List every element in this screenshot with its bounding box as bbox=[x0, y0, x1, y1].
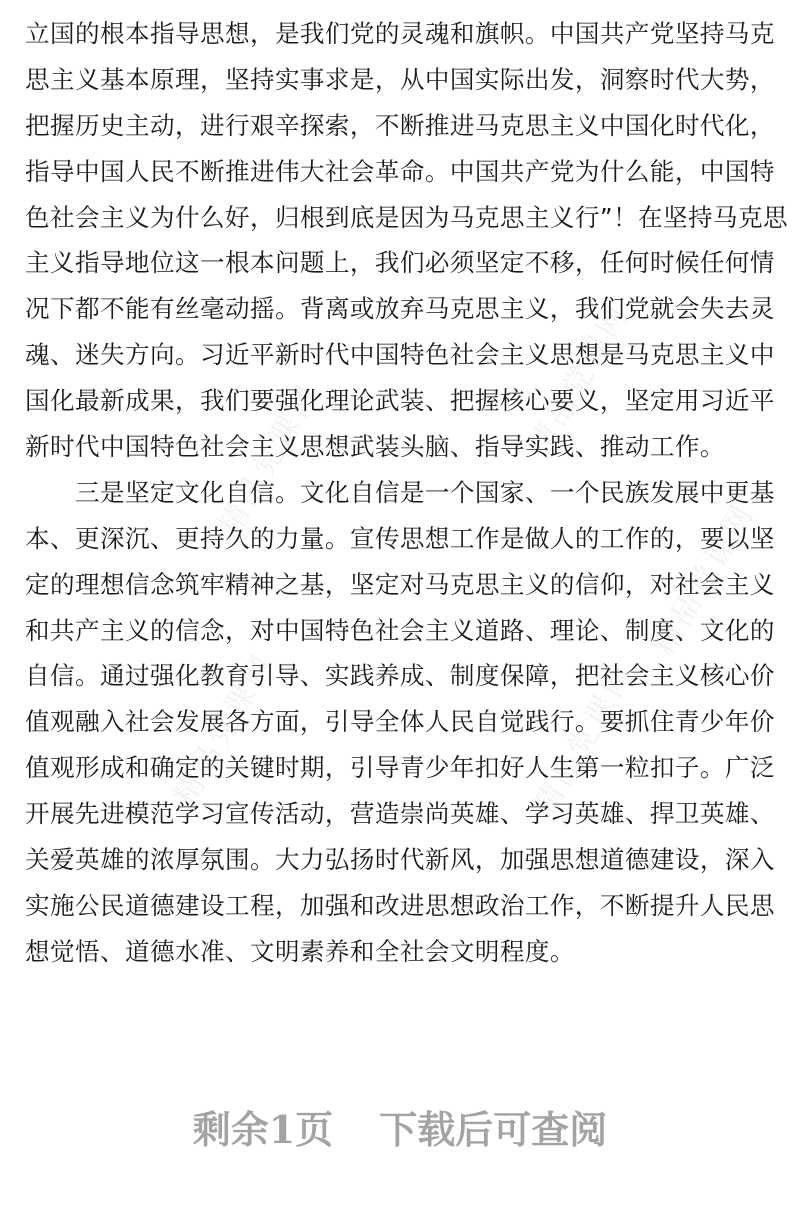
text-line: 魂、迷失方向。习近平新时代中国特色社会主义思想是马克思主义中 bbox=[25, 340, 775, 370]
text-line: 想觉悟、道德水准、文明素养和全社会文明程度。 bbox=[25, 936, 575, 966]
text-line: 况下都不能有丝毫动摇。背离或放弃马克思主义，我们党就会失去灵 bbox=[25, 294, 775, 324]
text-line: 立国的根本指导思想，是我们党的灵魂和旗帜。中国共产党坚持马克 bbox=[25, 19, 775, 48]
text-line: 自信。通过强化教育引导、实践养成、制度保障，把社会主义核心价 bbox=[25, 661, 775, 691]
text-line: 关爱英雄的浓厚氛围。大力弘扬时代新风，加强思想道德建设，深入 bbox=[25, 845, 775, 875]
text-line: 国化最新成果，我们要强化理论武装、把握核心要义，坚定用习近平 bbox=[25, 386, 775, 416]
text-line: 指导中国人民不断推进伟大社会革命。中国共产党为什么能，中国特 bbox=[25, 156, 775, 186]
download-to-view-label[interactable]: 下载后可查阅 bbox=[379, 1107, 608, 1152]
watermark: 精品党课网 bbox=[646, 496, 763, 662]
text-line: 把握历史主动，进行艰辛探索，不断推进马克思主义中国化时代化， bbox=[25, 110, 775, 140]
remaining-pages-label: 剩余1页 bbox=[192, 1107, 334, 1152]
download-prompt-banner[interactable] bbox=[0, 1104, 800, 1156]
text-line: 思主义基本原理，坚持实事求是，从中国实际出发，洞察时代大势， bbox=[25, 64, 775, 94]
text-line: 值观融入社会发展各方面，引导全体人民自觉践行。要抓住青少年价 bbox=[25, 707, 775, 737]
text-line: 三是坚定文化自信。文化自信是一个国家、一个民族发展中更基 bbox=[25, 477, 775, 507]
text-line: 定的理想信念筑牢精神之基，坚定对马克思主义的信仰，对社会主义 bbox=[25, 569, 775, 599]
text-line: 实施公民道德建设工程，加强和改进思想政治工作，不断提升人民思 bbox=[25, 890, 775, 920]
watermark: 精品党课网 bbox=[166, 646, 283, 812]
text-line: 新时代中国特色社会主义思想武装头脑、指导实践、推动工作。 bbox=[25, 432, 725, 462]
text-line: 色社会主义为什么好，归根到底是因为马克思主义行”！在坚持马克思 bbox=[25, 202, 788, 232]
text-line: 主义指导地位这一根本问题上，我们必须坚定不移，任何时候任何情 bbox=[25, 248, 775, 278]
watermark: 精品党课网 bbox=[521, 296, 638, 462]
text-line: 开展先进模范学习宣传活动，营造崇尚英雄、学习英雄、捍卫英雄、 bbox=[25, 799, 775, 829]
document-body bbox=[25, 11, 788, 975]
text-line: 值观形成和确定的关键时期，引导青少年扣好人生第一粒扣子。广泛 bbox=[25, 753, 775, 783]
text-line: 本、更深沉、更持久的力量。宣传思想工作是做人的工作的，要以坚 bbox=[25, 523, 775, 553]
text-line: 和共产主义的信念，对中国特色社会主义道路、理论、制度、文化的 bbox=[25, 615, 775, 645]
watermark: 精品党课网 bbox=[526, 656, 643, 822]
watermark: 精品党课网 bbox=[211, 376, 328, 542]
